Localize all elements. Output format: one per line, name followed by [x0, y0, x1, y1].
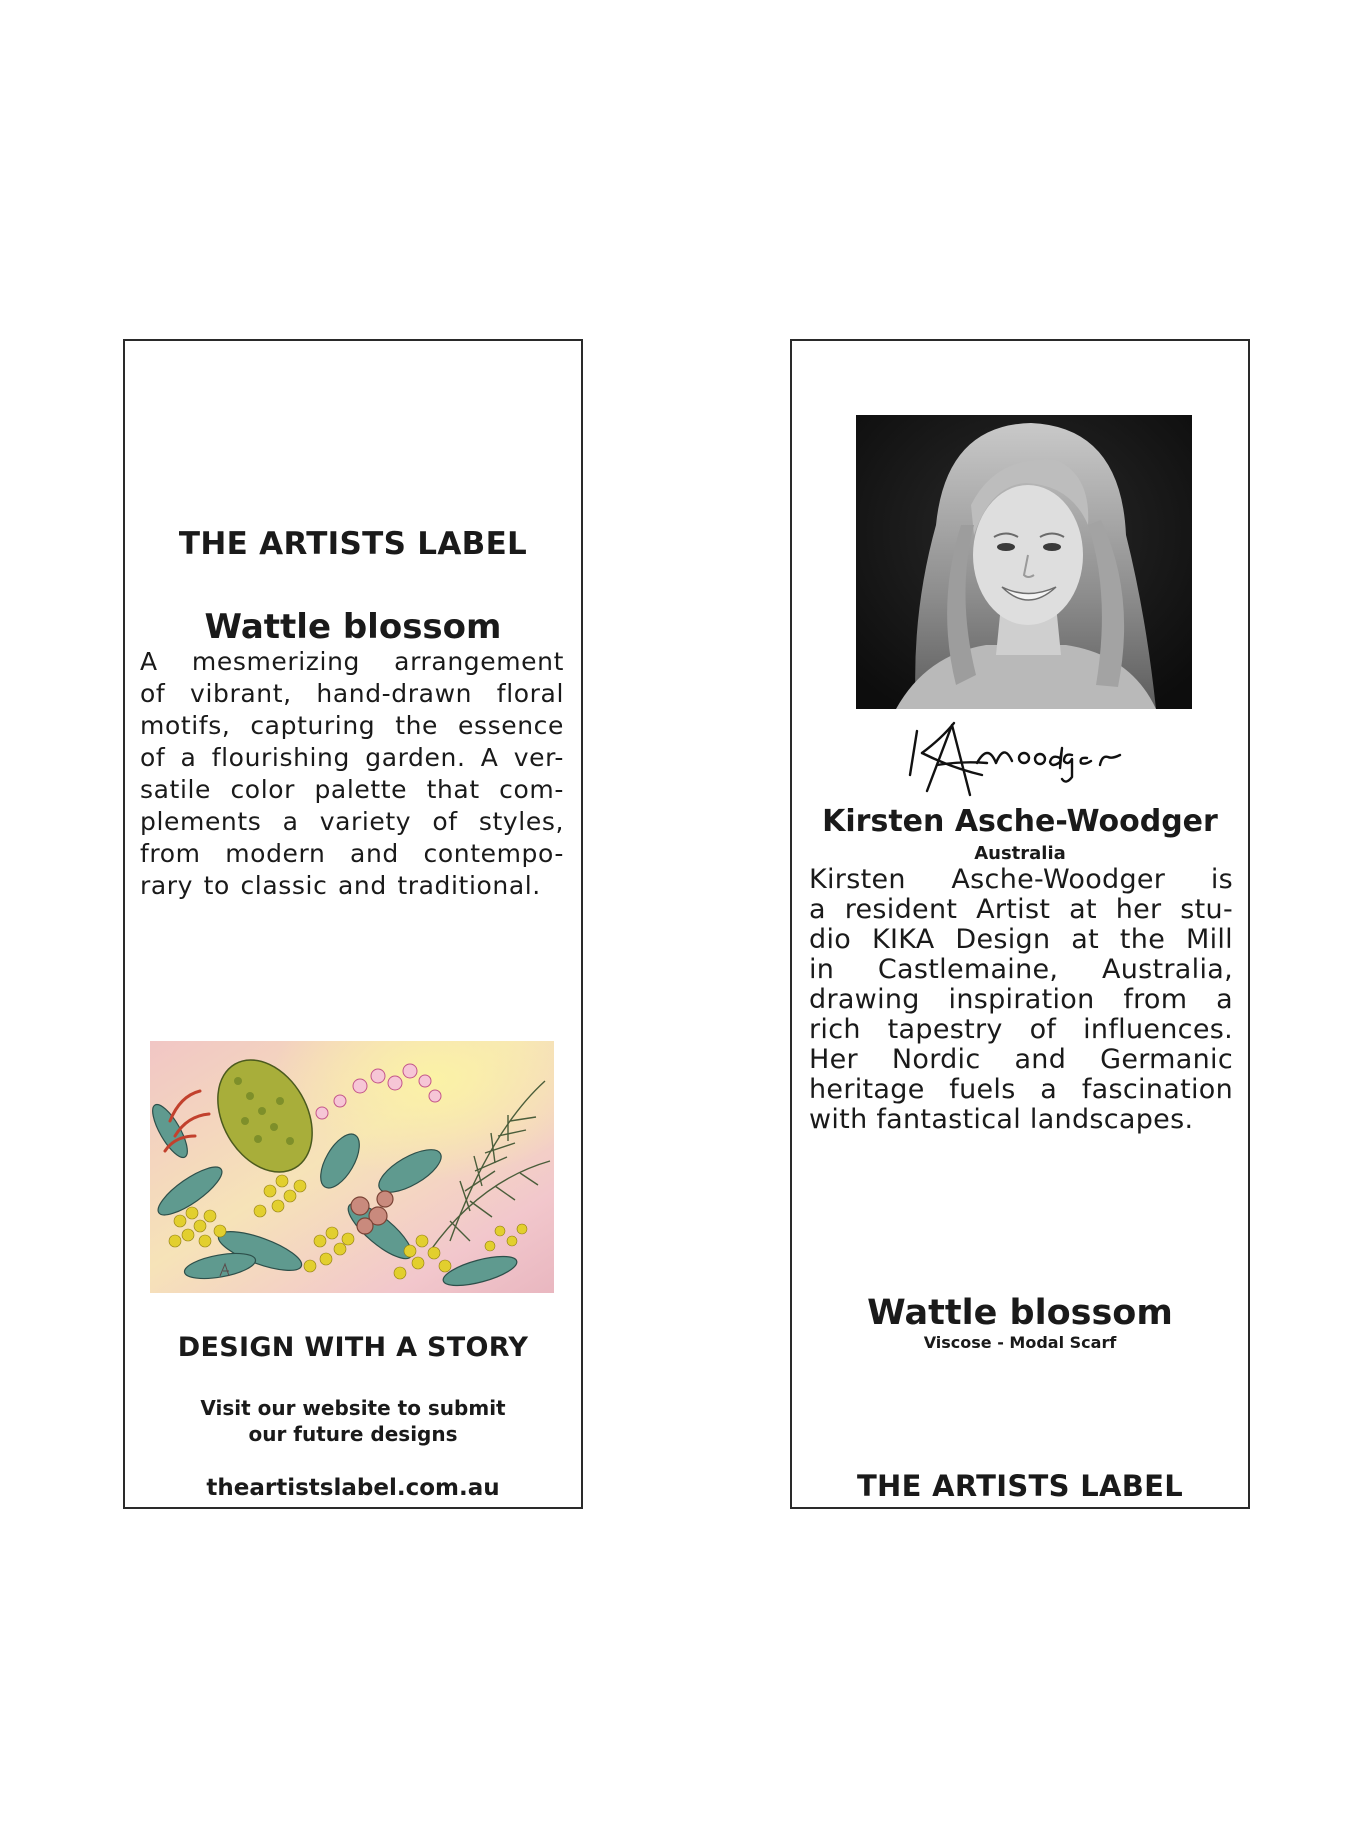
description-line: from modern and contempo- — [140, 839, 564, 868]
brand-title: THE ARTISTS LABEL — [856, 1469, 1184, 1503]
artist-bio — [809, 865, 1233, 1135]
design-description — [140, 646, 564, 902]
design-name: Wattle blossom — [867, 1293, 1173, 1333]
description-line: rary to classic and traditional. — [140, 871, 541, 900]
label-card-back — [790, 339, 1250, 1509]
design-name: Wattle blossom — [204, 607, 502, 647]
description-line: of vibrant, hand-drawn floral — [140, 679, 564, 708]
bio-line: rich tapestry of influences. — [809, 1014, 1233, 1045]
bio-line: a resident Artist at her stu- — [809, 894, 1233, 925]
bio-line: Kirsten Asche-Woodger is — [809, 864, 1233, 895]
description-line: plements a variety of styles, — [140, 807, 564, 836]
description-line: motifs, capturing the essence — [140, 711, 564, 740]
product-type: Viscose - Modal Scarf — [923, 1333, 1117, 1352]
visit-website-text — [125, 1395, 581, 1447]
bio-line: with fantastical landscapes. — [809, 1104, 1194, 1135]
artist-country: Australia — [974, 843, 1066, 864]
tagline: DESIGN WITH A STORY — [177, 1332, 529, 1363]
bio-line: heritage fuels a fascination — [809, 1074, 1233, 1105]
visit-line: our future designs — [248, 1422, 458, 1446]
artwork-image — [150, 1041, 554, 1293]
description-line: satile color palette that com- — [140, 775, 564, 804]
description-line: A mesmerizing arrangement — [140, 647, 564, 676]
artist-name: Kirsten Asche-Woodger — [822, 804, 1218, 839]
label-card-front — [123, 339, 583, 1509]
bio-line: in Castlemaine, Australia, — [809, 954, 1233, 985]
bio-line: dio KIKA Design at the Mill — [809, 924, 1233, 955]
website-url: theartistslabel.com.au — [206, 1475, 500, 1501]
description-line: of a flourishing garden. A ver- — [140, 743, 564, 772]
bio-line: drawing inspiration from a — [809, 984, 1233, 1015]
brand-title: THE ARTISTS LABEL — [178, 526, 528, 562]
artist-signature — [892, 713, 1162, 803]
visit-line: Visit our website to submit — [200, 1396, 506, 1420]
artist-portrait — [856, 415, 1192, 709]
bio-line: Her Nordic and Germanic — [809, 1044, 1233, 1075]
